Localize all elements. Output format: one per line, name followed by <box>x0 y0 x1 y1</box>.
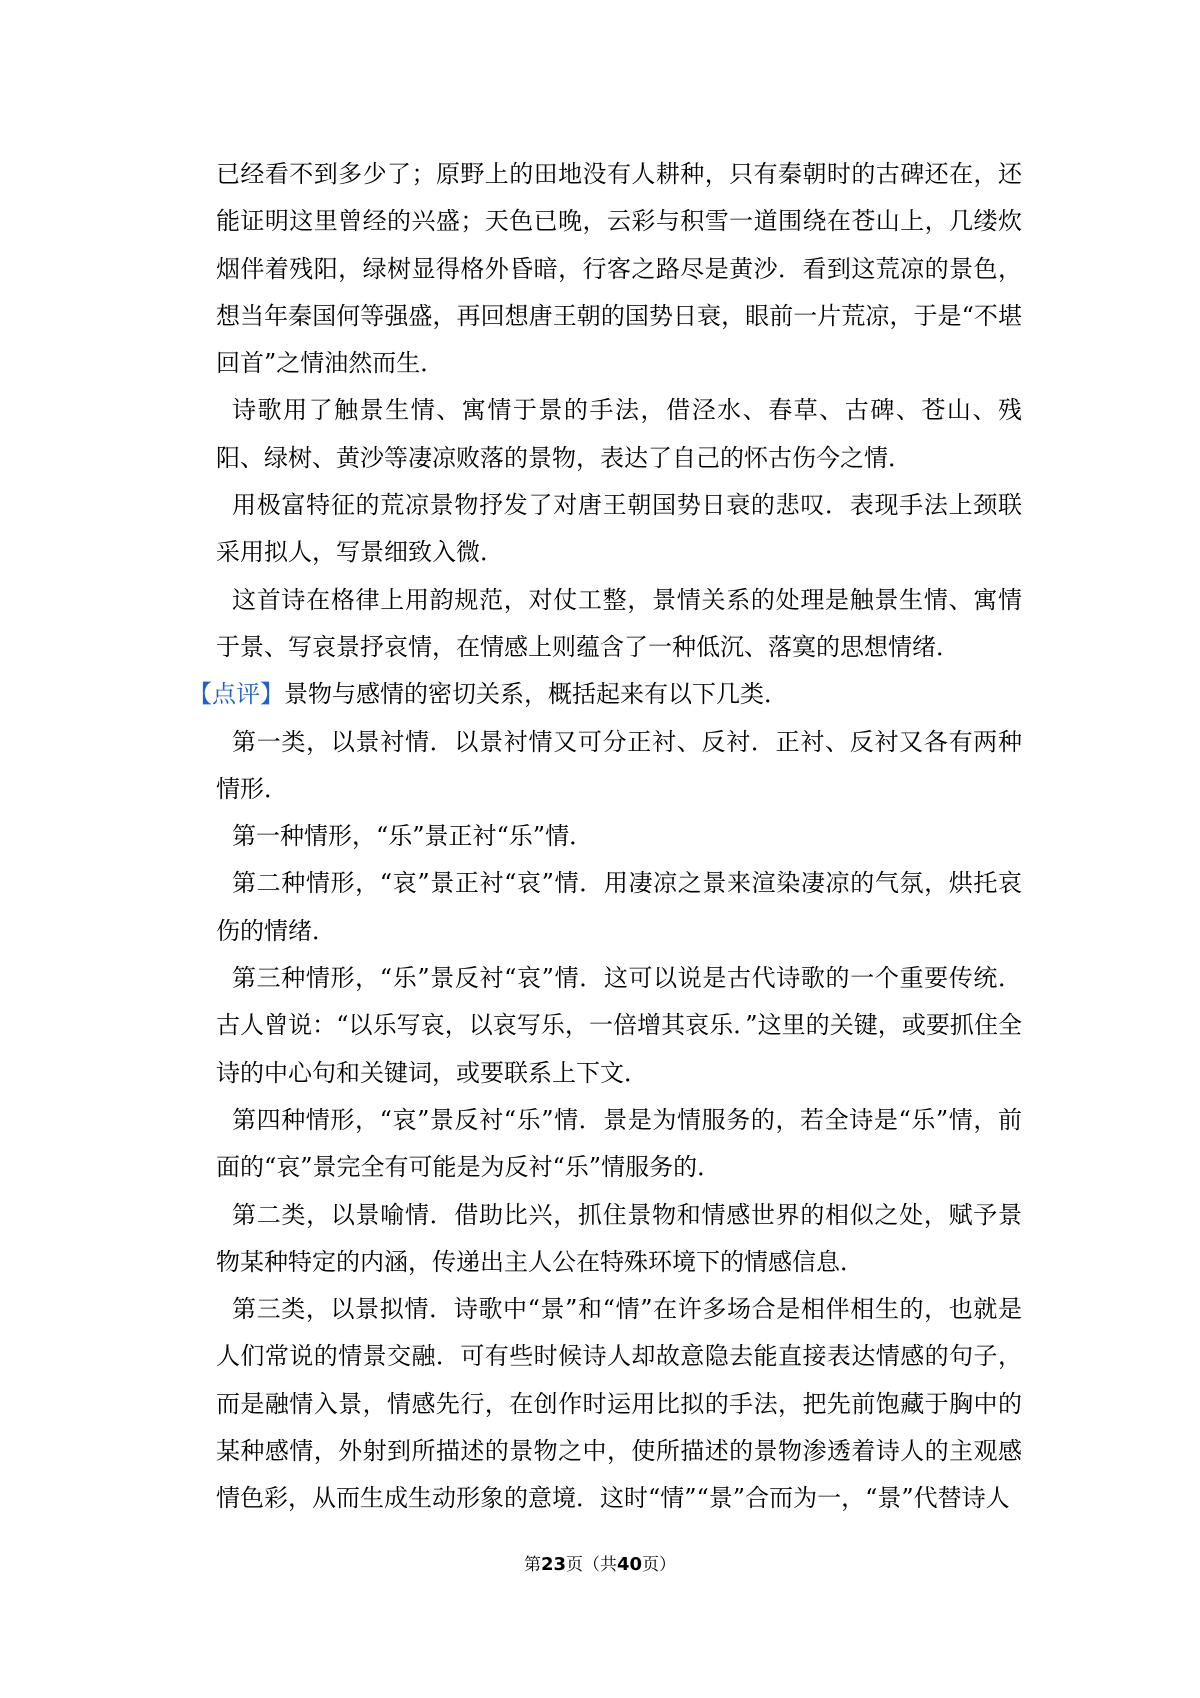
paragraph-analysis-3: 用极富特征的荒凉景物抒发了对唐王朝国势日衰的悲叹．表现手法上颈联采用拟人，写景细致入微． <box>216 491 1022 567</box>
paragraph-analysis-4: 这首诗在格律上用韵规范，对仗工整，景情关系的处理是触景生情、寓情于景、写哀景抒哀情，在情感上则蕴含了一种低沉、落寞的思想情绪． <box>216 585 1022 661</box>
comment-paragraph-7: 第三类，以景拟情．诗歌中“景”和“情”在许多场合是相伴相生的，也就是人们常说的情景交融．可有些时候诗人却故意隐去能直接表达情感的句子，而是融情入景，情感先行，在创作时运用比拟的手法，把先前饱藏于胸中的某种感情，外射到所描述的景物之中，使所描述的景物渗透着诗人的主观感情色彩，从而生成生动形象的意境．这时“情”“景”合而为一，“景”代替诗人 <box>216 1295 1022 1513</box>
comment-paragraph-4: 第三种情形，“乐”景反衬“哀”情．这可以说是古代诗歌的一个重要传统．古人曾说：“以乐写哀，以哀写乐，一倍增其哀乐．”这里的关键，或要抓住全诗的中心句和关键词，或要联系上下文． <box>216 964 1022 1087</box>
footer-suffix: 页） <box>642 1555 677 1575</box>
comment-paragraph-2: 第一种情形，“乐”景正衬“乐”情． <box>232 822 594 851</box>
comment-heading <box>188 671 1022 718</box>
footer-page-number: 23 <box>540 1554 566 1575</box>
comment-paragraph-3: 第二种情形，“哀”景正衬“哀”情．用凄凉之景来渲染凄凉的气氛，烘托哀伤的情绪． <box>216 869 1022 945</box>
footer-middle: 页（共 <box>566 1555 617 1575</box>
page-content <box>188 151 1022 1523</box>
paragraph-analysis-2: 诗歌用了触景生情、寓情于景的手法，借泾水、春草、古碑、苍山、残阳、绿树、黄沙等凄凉败落的景物，表达了自己的怀古伤今之情． <box>216 396 1022 472</box>
footer-prefix: 第 <box>523 1555 541 1575</box>
comment-tag: 【点评】 <box>188 680 284 709</box>
comment-paragraph-6: 第二类，以景喻情．借助比兴，抓住景物和情感世界的相似之处，赋予景物某种特定的内涵，传递出主人公在特殊环境下的情感信息． <box>216 1200 1022 1276</box>
paragraph-analysis-1: 已经看不到多少了；原野上的田地没有人耕种，只有秦朝时的古碑还在，还能证明这里曾经的兴盛；天色已晚，云彩与积雪一道围绕在苍山上，几缕炊烟伴着残阳，绿树显得格外昏暗，行客之路尽是黄沙．看到这荒凉的景色，想当年秦国何等强盛，再回想唐王朝的国势日衰，眼前一片荒凉，于是“不堪回首”之情油然而生． <box>216 160 1022 378</box>
footer-total-pages: 40 <box>617 1554 643 1575</box>
comment-intro: 景物与感情的密切关系，概括起来有以下几类． <box>284 680 788 709</box>
comment-paragraph-5: 第四种情形，“哀”景反衬“乐”情．景是为情服务的，若全诗是“乐”情，前面的“哀”景完全有可能是为反衬“乐”情服务的． <box>216 1105 1022 1182</box>
comment-paragraph-1: 第一类，以景衬情．以景衬情又可分正衬、反衬．正衬、反衬又各有两种情形． <box>216 727 1022 803</box>
page-footer <box>0 1553 1200 1577</box>
